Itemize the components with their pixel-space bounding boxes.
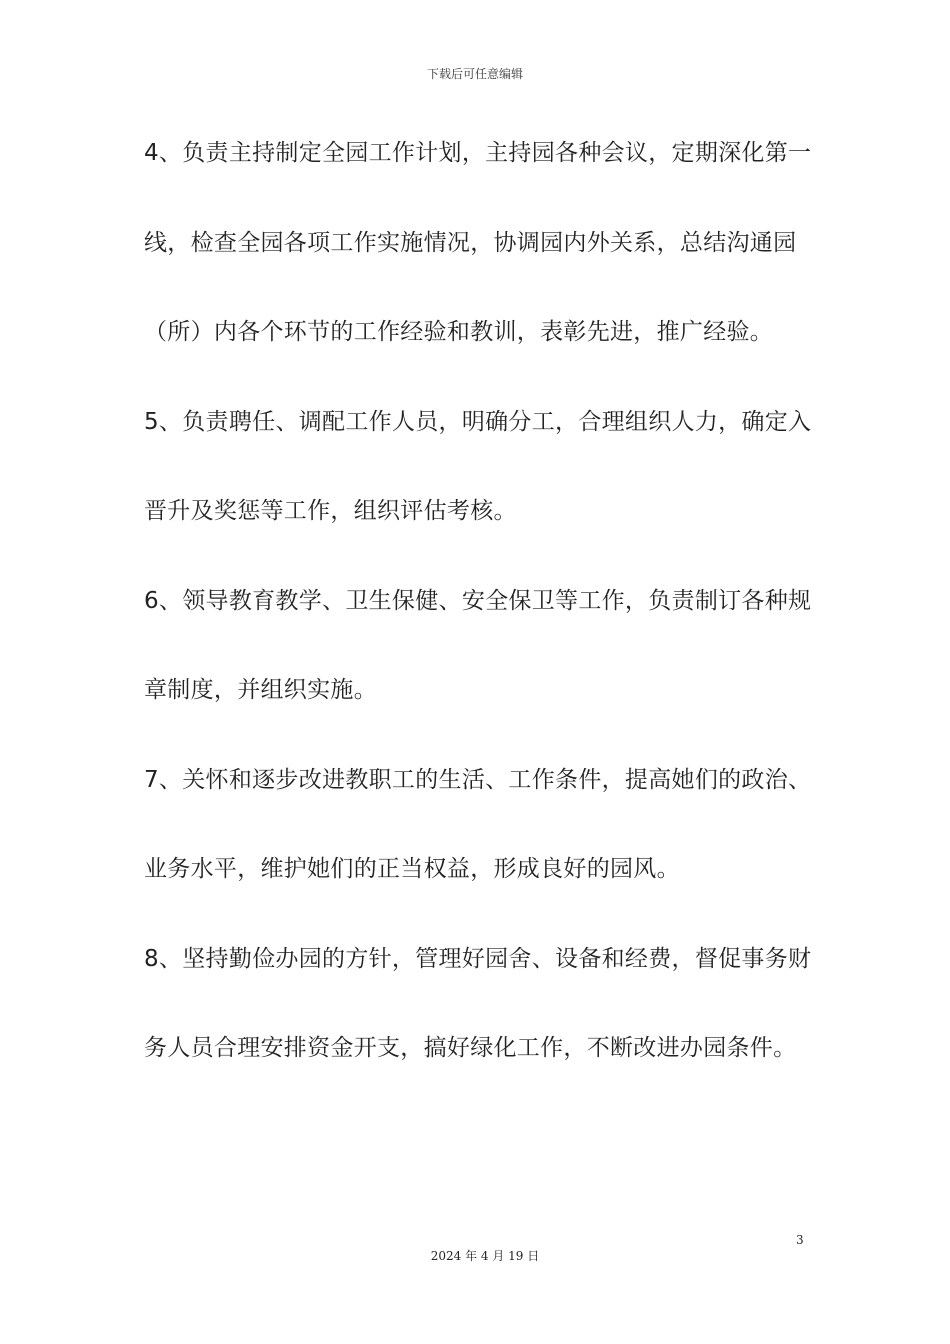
text-line: 晋升及奖惩等工作，组织评估考核。 bbox=[144, 498, 517, 524]
text-line: 章制度，并组织实施。 bbox=[144, 677, 377, 703]
page-number: 3 bbox=[796, 1233, 804, 1247]
text-line: 务人员合理安排资金开支，搞好绿化工作，不断改进办园条件。 bbox=[144, 1035, 797, 1061]
document-body bbox=[144, 130, 824, 1115]
text-line: 7、关怀和逐步改进教职工的生活、工作条件，提高她们的政治、 bbox=[144, 766, 812, 793]
text-line: （所）内各个环节的工作经验和教训，表彰先进，推广经验。 bbox=[144, 319, 774, 345]
text-line: 8、坚持勤俭办园的方针，管理好园舍、设备和经费，督促事务财 bbox=[144, 945, 812, 972]
text-line: 业务水平，维护她们的正当权益，形成良好的园风。 bbox=[144, 856, 680, 882]
text-line: 5、负责聘任、调配工作人员，明确分工，合理组织人力，确定入 bbox=[144, 408, 812, 435]
header-note: 下载后可任意编辑 bbox=[426, 67, 523, 81]
text-line: 线，检查全园各项工作实施情况，协调园内外关系，总结沟通园 bbox=[144, 229, 797, 256]
footer-date: 2024 年 4 月 19 日 bbox=[430, 1249, 540, 1263]
text-line: 4、负责主持制定全园工作计划，主持园各种会议，定期深化第一 bbox=[144, 140, 812, 166]
text-line: 6、领导教育教学、卫生保健、安全保卫等工作，负责制订各种规 bbox=[144, 587, 812, 614]
